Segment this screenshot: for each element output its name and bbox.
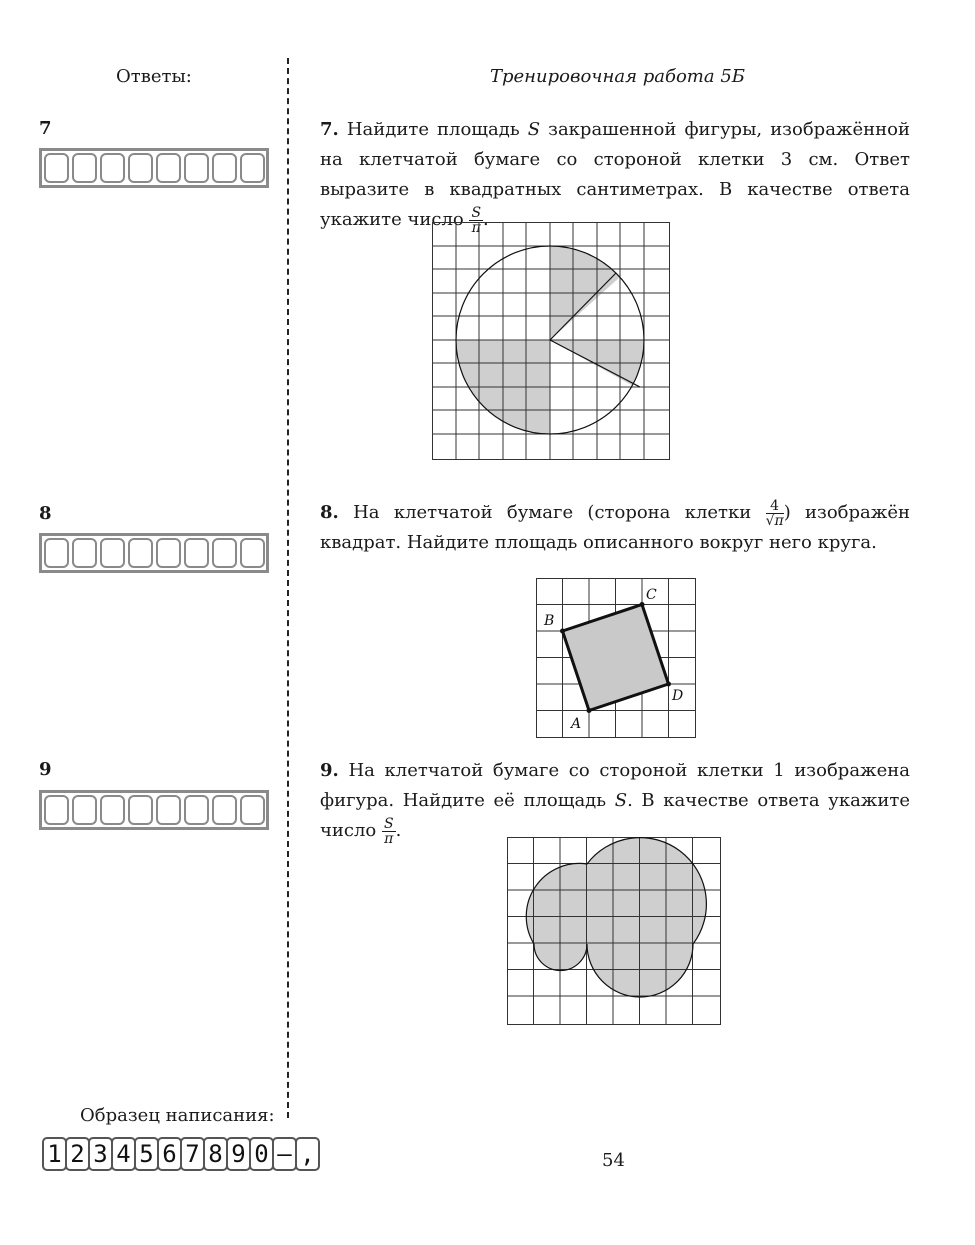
answer-number-8: 8: [39, 503, 52, 524]
problem-7-fraction: $\frac{S}{\pi}$: [471, 204, 482, 236]
problem-8-text-a: На клетчатой бумаге (сторона клетки: [353, 502, 766, 523]
problem-8-number: 8.: [320, 502, 339, 523]
problem-9-text: 9. На клетчатой бумаге со стороной клетки 1 изображена фигура. Найдите её площадь S. В качестве ответа укажите число $\frac{S}{\pi}$ .: [320, 760, 910, 847]
problem-9-fraction: $\frac{S}{\pi}$: [383, 815, 394, 847]
label-a: A: [571, 716, 582, 732]
problem-8-text: [320, 498, 910, 558]
answer-number-7: 7: [39, 118, 52, 139]
problem-8-text-b: ) изображён квадрат. Найдите площадь описанного вокруг него круга.: [320, 502, 910, 553]
sample-digit: –: [272, 1137, 297, 1171]
problem-9-var-s: S: [614, 790, 628, 811]
label-b: B: [544, 613, 555, 629]
sample-digits: [42, 1137, 318, 1173]
problem-9-number: 9.: [320, 760, 339, 781]
problem-7-figure: [432, 222, 670, 460]
problem-7-text-a: Найдите площадь: [346, 119, 528, 140]
problem-7-text: 7. Найдите площадь S закрашенной фигуры, изображённой на клетчатой бумаге со стороной клетки 3 см. Ответ выразите в квадратных сантиметрах. В качестве ответа укажите число $\frac{S}{\pi}$ .: [320, 119, 910, 236]
problem-7-var-s: S: [527, 119, 541, 140]
problem-9-text-b: . В качестве ответа укажите число: [320, 790, 910, 841]
problem-7-text-b: закрашенной фигуры, изображённой на клетчатой бумаге со стороной клетки 3 см. Ответ выразите в квадратных сантиметрах. В качестве ответа укажите число: [320, 119, 910, 230]
sample-digit: 1: [42, 1137, 67, 1171]
answers-heading: Ответы:: [116, 66, 192, 87]
sample-digit: ,: [295, 1137, 320, 1171]
sample-digit: 9: [226, 1137, 251, 1171]
label-c: C: [646, 587, 657, 603]
sample-digit: 4: [111, 1137, 136, 1171]
sample-digit: 2: [65, 1137, 90, 1171]
answer-boxes-9[interactable]: [39, 790, 269, 830]
label-d: D: [672, 688, 684, 704]
problem-8-figure: [536, 578, 696, 738]
sample-label: Образец написания:: [80, 1105, 275, 1126]
page-number: 54: [602, 1150, 625, 1171]
answer-boxes-8[interactable]: [39, 533, 269, 573]
sample-digit: 5: [134, 1137, 159, 1171]
sample-digit: 8: [203, 1137, 228, 1171]
dashed-divider: [287, 58, 289, 1118]
sample-digit: 3: [88, 1137, 113, 1171]
work-title: Тренировочная работа 5Б: [490, 66, 746, 87]
problem-9-text-a: На клетчатой бумаге со стороной клетки 1 изображена фигура. Найдите её площадь: [320, 760, 910, 811]
answer-boxes-7[interactable]: [39, 148, 269, 188]
sample-digit: 7: [180, 1137, 205, 1171]
problem-8-fraction: $\frac{4}{√\pi}$: [765, 497, 784, 529]
sample-digit: 6: [157, 1137, 182, 1171]
answer-number-9: 9: [39, 759, 52, 780]
sample-digit: 0: [249, 1137, 274, 1171]
problem-7-number: 7.: [320, 119, 339, 140]
problem-9-figure: [507, 837, 721, 1025]
